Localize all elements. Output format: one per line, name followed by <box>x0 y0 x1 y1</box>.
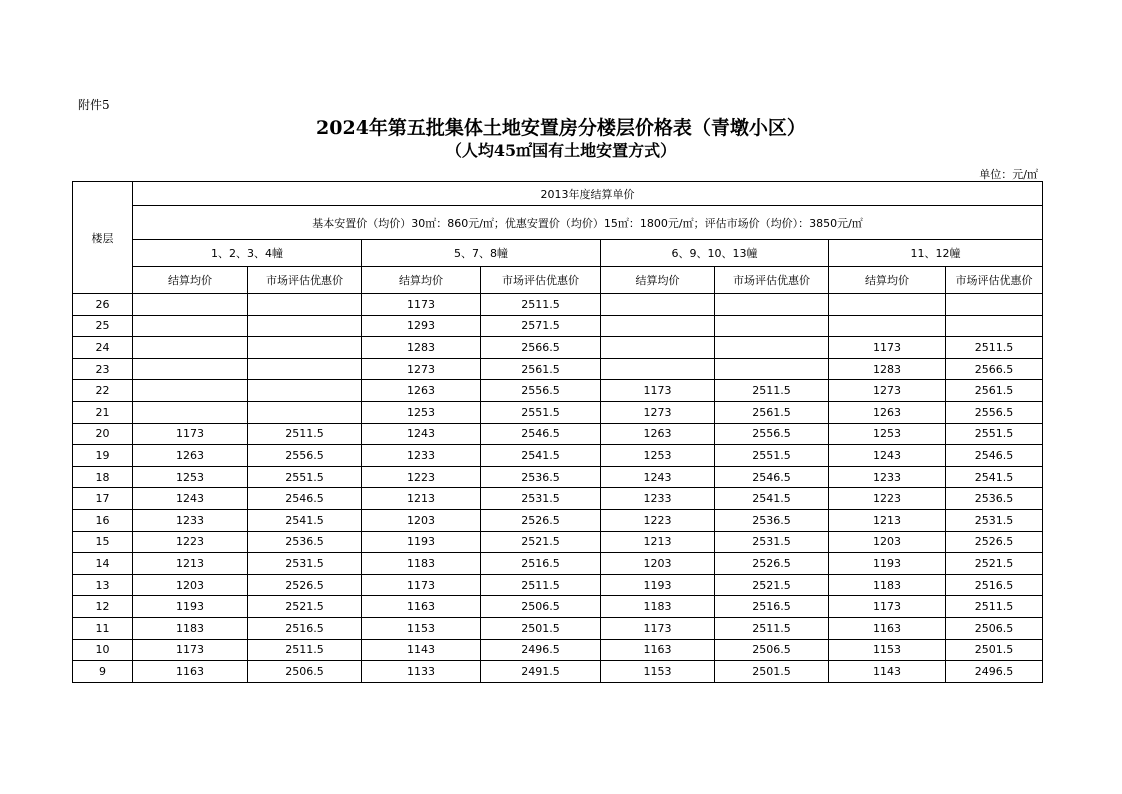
sub-header: 结算均价 <box>829 267 946 294</box>
market-price-cell: 2531.5 <box>715 531 829 553</box>
market-price-cell: 2556.5 <box>481 380 601 402</box>
attachment-label: 附件5 <box>78 98 110 112</box>
market-price-cell: 2556.5 <box>248 445 362 467</box>
floor-cell: 26 <box>73 294 133 316</box>
table-row <box>73 639 1043 661</box>
market-price-cell <box>715 315 829 337</box>
settlement-price-cell: 1213 <box>829 509 946 531</box>
market-price-cell: 2521.5 <box>946 553 1043 575</box>
market-price-cell: 2541.5 <box>715 488 829 510</box>
settlement-price-cell: 1173 <box>601 617 715 639</box>
sub-header: 市场评估优惠价 <box>715 267 829 294</box>
market-price-cell: 2551.5 <box>481 401 601 423</box>
market-price-cell: 2531.5 <box>481 488 601 510</box>
settlement-price-cell: 1293 <box>362 315 481 337</box>
settlement-price-cell: 1173 <box>362 294 481 316</box>
settlement-price-cell: 1273 <box>829 380 946 402</box>
settlement-price-cell: 1213 <box>601 531 715 553</box>
market-price-cell: 2536.5 <box>248 531 362 553</box>
settlement-price-cell: 1213 <box>362 488 481 510</box>
market-price-cell: 2511.5 <box>946 596 1043 618</box>
market-price-cell <box>248 380 362 402</box>
market-price-cell <box>248 294 362 316</box>
group-header: 6、9、10、13幢 <box>601 240 829 267</box>
settlement-price-cell: 1283 <box>829 358 946 380</box>
market-price-cell: 2496.5 <box>946 661 1043 683</box>
settlement-price-cell <box>133 380 248 402</box>
market-price-cell: 2521.5 <box>248 596 362 618</box>
market-price-cell <box>248 358 362 380</box>
market-price-cell: 2501.5 <box>481 617 601 639</box>
settlement-price-cell: 1163 <box>601 639 715 661</box>
market-price-cell: 2551.5 <box>715 445 829 467</box>
settlement-price-cell <box>133 315 248 337</box>
table-row <box>73 445 1043 467</box>
settlement-price-cell: 1213 <box>133 553 248 575</box>
table-row <box>73 531 1043 553</box>
table-row <box>73 509 1043 531</box>
settlement-price-cell: 1173 <box>362 574 481 596</box>
settlement-price-cell: 1253 <box>601 445 715 467</box>
group-header: 11、12幢 <box>829 240 1043 267</box>
market-price-cell: 2551.5 <box>248 466 362 488</box>
market-price-cell: 2546.5 <box>946 445 1043 467</box>
settlement-price-cell: 1163 <box>133 661 248 683</box>
settlement-price-cell: 1223 <box>829 488 946 510</box>
settlement-price-cell: 1233 <box>829 466 946 488</box>
market-price-cell <box>715 358 829 380</box>
market-price-cell: 2546.5 <box>715 466 829 488</box>
settlement-price-cell: 1223 <box>362 466 481 488</box>
table-row <box>73 661 1043 683</box>
settlement-price-cell: 1253 <box>362 401 481 423</box>
market-price-cell: 2541.5 <box>946 466 1043 488</box>
market-price-cell: 2511.5 <box>715 617 829 639</box>
table-row <box>73 315 1043 337</box>
market-price-cell <box>248 337 362 359</box>
floor-cell: 21 <box>73 401 133 423</box>
market-price-cell: 2516.5 <box>248 617 362 639</box>
settlement-price-cell: 1163 <box>362 596 481 618</box>
table-row <box>73 401 1043 423</box>
floor-cell: 23 <box>73 358 133 380</box>
market-price-cell: 2496.5 <box>481 639 601 661</box>
market-price-cell: 2536.5 <box>946 488 1043 510</box>
floor-cell: 24 <box>73 337 133 359</box>
floor-cell: 19 <box>73 445 133 467</box>
table-row <box>73 488 1043 510</box>
market-price-cell <box>715 294 829 316</box>
market-price-cell: 2501.5 <box>946 639 1043 661</box>
market-price-cell: 2561.5 <box>715 401 829 423</box>
table-row <box>73 617 1043 639</box>
market-price-cell: 2546.5 <box>248 488 362 510</box>
settlement-price-cell: 1133 <box>362 661 481 683</box>
market-price-cell: 2531.5 <box>946 509 1043 531</box>
market-price-cell: 2526.5 <box>248 574 362 596</box>
basis-note: 基本安置价（均价）30㎡：860元/㎡；优惠安置价（均价）15㎡：1800元/㎡；评估市场价（均价）：3850元/㎡ <box>133 206 1043 240</box>
settlement-price-cell: 1193 <box>362 531 481 553</box>
settlement-price-cell: 1243 <box>829 445 946 467</box>
settlement-price-cell <box>133 401 248 423</box>
market-price-cell: 2561.5 <box>481 358 601 380</box>
settlement-price-cell: 1143 <box>362 639 481 661</box>
settlement-price-cell: 1173 <box>133 639 248 661</box>
floor-cell: 12 <box>73 596 133 618</box>
sub-header: 结算均价 <box>362 267 481 294</box>
sub-header: 市场评估优惠价 <box>481 267 601 294</box>
market-price-cell: 2566.5 <box>946 358 1043 380</box>
market-price-cell: 2501.5 <box>715 661 829 683</box>
floor-cell: 16 <box>73 509 133 531</box>
table-row <box>73 466 1043 488</box>
settlement-price-cell: 1193 <box>601 574 715 596</box>
group-header: 1、2、3、4幢 <box>133 240 362 267</box>
settlement-price-cell: 1273 <box>362 358 481 380</box>
settlement-price-cell: 1173 <box>829 337 946 359</box>
settlement-price-cell: 1163 <box>829 617 946 639</box>
unit-label: 单位：元/㎡ <box>979 168 1038 181</box>
market-price-cell: 2511.5 <box>481 294 601 316</box>
settlement-price-cell <box>601 315 715 337</box>
market-price-cell: 2531.5 <box>248 553 362 575</box>
settlement-price-cell: 1183 <box>133 617 248 639</box>
settlement-price-cell <box>133 358 248 380</box>
floor-cell: 22 <box>73 380 133 402</box>
market-price-cell: 2526.5 <box>946 531 1043 553</box>
settlement-price-cell: 1193 <box>829 553 946 575</box>
settlement-price-cell: 1183 <box>362 553 481 575</box>
price-table <box>72 181 1043 683</box>
settlement-price-cell: 1203 <box>601 553 715 575</box>
market-price-cell: 2541.5 <box>248 509 362 531</box>
market-price-cell: 2521.5 <box>481 531 601 553</box>
settlement-price-cell: 1203 <box>362 509 481 531</box>
market-price-cell: 2551.5 <box>946 423 1043 445</box>
settlement-price-cell: 1263 <box>362 380 481 402</box>
settlement-price-cell: 1173 <box>133 423 248 445</box>
market-price-cell: 2506.5 <box>248 661 362 683</box>
settlement-price-cell: 1143 <box>829 661 946 683</box>
floor-cell: 9 <box>73 661 133 683</box>
table-row <box>73 596 1043 618</box>
market-price-cell <box>946 294 1043 316</box>
settlement-price-cell <box>133 294 248 316</box>
table-row <box>73 294 1043 316</box>
settlement-price-cell: 1223 <box>133 531 248 553</box>
market-price-cell <box>715 337 829 359</box>
market-price-cell: 2556.5 <box>715 423 829 445</box>
market-price-cell: 2571.5 <box>481 315 601 337</box>
settlement-price-cell <box>829 294 946 316</box>
floor-header: 楼层 <box>73 182 133 294</box>
table-row <box>73 423 1043 445</box>
market-price-cell: 2536.5 <box>481 466 601 488</box>
floor-cell: 20 <box>73 423 133 445</box>
settlement-price-cell <box>601 358 715 380</box>
market-price-cell <box>248 315 362 337</box>
page-title: 2024年第五批集体土地安置房分楼层价格表（青墩小区） <box>316 117 806 139</box>
table-row <box>73 337 1043 359</box>
settlement-price-cell: 1263 <box>601 423 715 445</box>
period-header: 2013年度结算单价 <box>133 182 1043 206</box>
settlement-price-cell: 1153 <box>829 639 946 661</box>
settlement-price-cell: 1153 <box>362 617 481 639</box>
settlement-price-cell: 1243 <box>133 488 248 510</box>
settlement-price-cell <box>601 337 715 359</box>
settlement-price-cell: 1233 <box>362 445 481 467</box>
floor-cell: 14 <box>73 553 133 575</box>
floor-cell: 13 <box>73 574 133 596</box>
market-price-cell: 2506.5 <box>481 596 601 618</box>
market-price-cell: 2511.5 <box>248 423 362 445</box>
table-row <box>73 553 1043 575</box>
market-price-cell: 2516.5 <box>715 596 829 618</box>
settlement-price-cell: 1173 <box>829 596 946 618</box>
market-price-cell: 2536.5 <box>715 509 829 531</box>
settlement-price-cell <box>829 315 946 337</box>
sub-header: 结算均价 <box>133 267 248 294</box>
market-price-cell: 2566.5 <box>481 337 601 359</box>
sub-header: 市场评估优惠价 <box>946 267 1043 294</box>
market-price-cell: 2506.5 <box>946 617 1043 639</box>
market-price-cell: 2511.5 <box>715 380 829 402</box>
settlement-price-cell: 1233 <box>133 509 248 531</box>
settlement-price-cell: 1153 <box>601 661 715 683</box>
floor-cell: 10 <box>73 639 133 661</box>
settlement-price-cell: 1273 <box>601 401 715 423</box>
market-price-cell: 2561.5 <box>946 380 1043 402</box>
table-row <box>73 574 1043 596</box>
page-subtitle: （人均45㎡国有土地安置方式） <box>445 141 677 160</box>
market-price-cell: 2511.5 <box>248 639 362 661</box>
market-price-cell <box>946 315 1043 337</box>
market-price-cell: 2521.5 <box>715 574 829 596</box>
settlement-price-cell: 1243 <box>362 423 481 445</box>
settlement-price-cell: 1183 <box>601 596 715 618</box>
settlement-price-cell: 1243 <box>601 466 715 488</box>
market-price-cell: 2511.5 <box>946 337 1043 359</box>
settlement-price-cell: 1203 <box>133 574 248 596</box>
settlement-price-cell <box>601 294 715 316</box>
market-price-cell: 2546.5 <box>481 423 601 445</box>
market-price-cell: 2506.5 <box>715 639 829 661</box>
market-price-cell <box>248 401 362 423</box>
settlement-price-cell: 1283 <box>362 337 481 359</box>
settlement-price-cell: 1263 <box>133 445 248 467</box>
settlement-price-cell <box>133 337 248 359</box>
sub-header: 市场评估优惠价 <box>248 267 362 294</box>
settlement-price-cell: 1263 <box>829 401 946 423</box>
market-price-cell: 2491.5 <box>481 661 601 683</box>
market-price-cell: 2556.5 <box>946 401 1043 423</box>
market-price-cell: 2516.5 <box>946 574 1043 596</box>
floor-cell: 15 <box>73 531 133 553</box>
market-price-cell: 2511.5 <box>481 574 601 596</box>
settlement-price-cell: 1253 <box>829 423 946 445</box>
settlement-price-cell: 1253 <box>133 466 248 488</box>
settlement-price-cell: 1183 <box>829 574 946 596</box>
settlement-price-cell: 1193 <box>133 596 248 618</box>
group-header: 5、7、8幢 <box>362 240 601 267</box>
sub-header: 结算均价 <box>601 267 715 294</box>
settlement-price-cell: 1203 <box>829 531 946 553</box>
table-row <box>73 358 1043 380</box>
floor-cell: 11 <box>73 617 133 639</box>
market-price-cell: 2541.5 <box>481 445 601 467</box>
settlement-price-cell: 1233 <box>601 488 715 510</box>
floor-cell: 25 <box>73 315 133 337</box>
market-price-cell: 2526.5 <box>481 509 601 531</box>
settlement-price-cell: 1173 <box>601 380 715 402</box>
floor-cell: 17 <box>73 488 133 510</box>
settlement-price-cell: 1223 <box>601 509 715 531</box>
floor-cell: 18 <box>73 466 133 488</box>
market-price-cell: 2516.5 <box>481 553 601 575</box>
market-price-cell: 2526.5 <box>715 553 829 575</box>
table-row <box>73 380 1043 402</box>
